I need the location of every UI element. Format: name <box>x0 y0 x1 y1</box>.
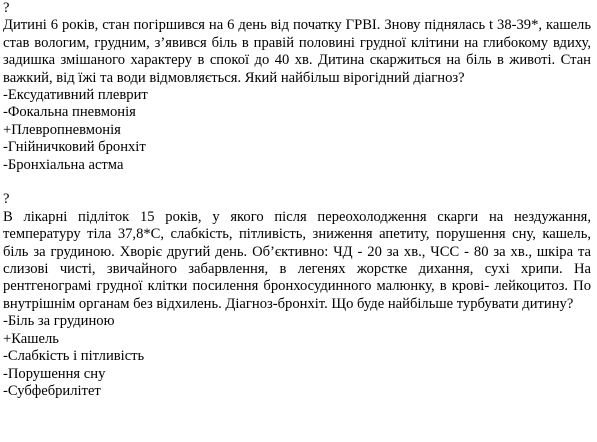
question-text: Дитині 6 років, стан погіршився на 6 день від початку ГРВІ. Знову піднялась t 38-39*, кашель став вологим, грудним, з’явився біль в правій половині грудної клітини на глибокому вдиху, задишка змішаного характеру в спокої до 40 хв. Дитина скаржиться на біль в животі. Стан важкий, від їжі та води відмовляється. Який найбільш вірогідний діагноз? <box>3 17 591 86</box>
document-page <box>3 0 591 400</box>
answer-option: -Біль за грудиною <box>3 313 115 330</box>
answer-option: -Субфебрилітет <box>3 382 101 399</box>
answer-option: -Гнійничковий бронхіт <box>3 139 146 156</box>
answer-option: -Слабкість і пітливість <box>3 348 145 365</box>
answer-list <box>3 87 591 174</box>
question-marker: ? <box>3 191 10 208</box>
question-text: В лікарні підліток 15 років, у якого після переохолодження скарги на нездужання, температуру тіла 37,8*С, слабкість, пітливість, зниження апетиту, порушення сну, кашель, біль за грудиною. Хворіє другий день. Об’єктивно: ЧД - 20 за хв., ЧСС - 80 за хв., шкіра та слизові чисті, звичайного забарвлення, в легенях жорстке дихання, сухі хрипи. На рентгенограмі грудної клітки посилення бронхосудинного малюнку, в крові- лейкоцитоз. По внутрішнім органам без відхилень. Діагноз-бронхіт. Що буде найбільше турбувати дитину? <box>3 208 591 312</box>
answer-option: -Фокальна пневмонія <box>3 104 136 121</box>
answer-option: -Порушення сну <box>3 365 106 382</box>
answer-option-correct: +Кашель <box>3 330 59 347</box>
answer-option-correct: +Плевропневмонія <box>3 121 121 138</box>
question-block-2 <box>3 191 591 400</box>
answer-option: -Бронхіальна астма <box>3 156 124 173</box>
question-marker: ? <box>3 0 10 16</box>
blank-line <box>3 174 591 191</box>
answer-option: -Ексудативний плеврит <box>3 87 148 104</box>
answer-list <box>3 313 591 400</box>
question-block-1 <box>3 0 591 174</box>
